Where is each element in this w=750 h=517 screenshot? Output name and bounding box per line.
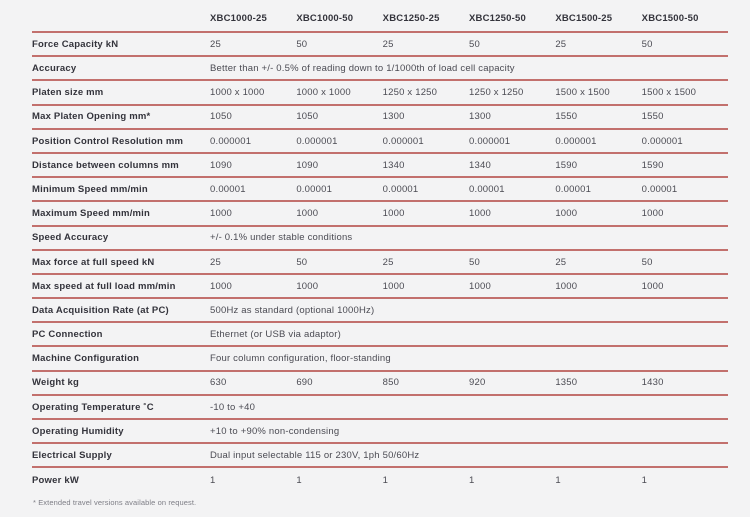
- footnote: * Extended travel versions available on request.: [33, 498, 197, 507]
- row-value: 25: [210, 38, 221, 50]
- row-value: 1550: [555, 111, 578, 123]
- row-value: 1000: [382, 280, 405, 292]
- row-value: 1000: [469, 280, 491, 292]
- row-span-value: 500Hz as standard (optional 1000Hz): [210, 304, 375, 316]
- row-value: 1340: [382, 159, 405, 171]
- row-label: Position Control Resolution mm: [32, 135, 184, 147]
- row-value: 1000: [210, 280, 232, 292]
- row-span-value: Dual input selectable 115 or 230V, 1ph 50/60Hz: [210, 450, 420, 462]
- row-label: Max Platen Opening mm*: [32, 111, 151, 123]
- row-label: Minimum Speed mm/min: [32, 183, 148, 195]
- row-value: 0.000001: [382, 135, 424, 147]
- spec-row: [32, 299, 728, 323]
- row-value: 1430: [641, 377, 664, 389]
- row-value: 0.000001: [296, 135, 338, 147]
- row-value: 0.000001: [469, 135, 511, 147]
- row-value: 25: [555, 38, 567, 50]
- spec-row: [32, 468, 728, 492]
- column-header: XBC1500-50: [641, 12, 699, 24]
- row-label: Force Capacity kN: [32, 38, 119, 50]
- row-value: 1500 x 1500: [555, 87, 610, 99]
- row-label: Weight kg: [32, 377, 80, 389]
- row-value: 0.00001: [555, 183, 592, 195]
- row-span-value: Four column configuration, floor-standing: [210, 353, 391, 365]
- row-value: 1300: [469, 111, 491, 123]
- row-value: 1350: [555, 377, 578, 389]
- row-value: 25: [382, 256, 394, 268]
- row-value: 1000: [641, 280, 664, 292]
- spec-row: [32, 57, 728, 81]
- row-value: 1: [555, 475, 561, 487]
- row-label: Platen size mm: [32, 87, 104, 99]
- spec-row: [32, 372, 728, 396]
- row-value: 1000: [296, 280, 319, 292]
- row-value: 1: [382, 475, 389, 487]
- spec-row: [32, 81, 728, 105]
- row-label: Data Acquisition Rate (at PC): [32, 304, 169, 316]
- row-value: 1000: [555, 208, 578, 220]
- row-value: 0.000001: [210, 135, 252, 147]
- row-value: 1000 x 1000: [296, 87, 351, 99]
- row-span-value: Better than +/- 0.5% of reading down to 1/1000th of load cell capacity: [210, 63, 515, 75]
- row-value: 1000: [469, 208, 491, 220]
- row-label: Accuracy: [32, 63, 77, 75]
- spec-row: [32, 323, 728, 347]
- row-label: Speed Accuracy: [32, 232, 109, 244]
- row-label: PC Connection: [32, 329, 103, 341]
- row-span-value: +/- 0.1% under stable conditions: [210, 232, 353, 244]
- row-label: Operating Temperature ˚C: [32, 401, 154, 413]
- row-value: 1050: [210, 111, 232, 123]
- spec-row: [32, 251, 728, 275]
- spec-row: [32, 33, 728, 57]
- row-value: 1590: [555, 159, 578, 171]
- row-value: 1300: [382, 111, 405, 123]
- row-value: 50: [641, 38, 653, 50]
- row-value: 25: [555, 256, 567, 268]
- row-value: 1: [469, 475, 475, 487]
- row-value: 1000 x 1000: [210, 87, 265, 99]
- row-value: 1000: [641, 208, 664, 220]
- spec-table: [32, 5, 728, 493]
- row-value: 1000: [555, 280, 578, 292]
- row-value: 1: [296, 475, 302, 487]
- row-value: 50: [641, 256, 653, 268]
- column-header: XBC1000-25: [210, 12, 267, 24]
- column-header: XBC1250-50: [469, 12, 526, 24]
- row-value: 50: [296, 256, 308, 268]
- row-value: 1550: [641, 111, 664, 123]
- spec-row: [32, 106, 728, 130]
- row-value: 1: [210, 475, 216, 487]
- row-value: 50: [469, 38, 480, 50]
- row-label: Power kW: [32, 475, 79, 487]
- row-value: 920: [469, 377, 486, 389]
- row-value: 1590: [641, 159, 664, 171]
- spec-row: [32, 130, 728, 154]
- spec-row: [32, 275, 728, 299]
- spec-row: [32, 202, 728, 226]
- row-span-value: Ethernet (or USB via adaptor): [210, 329, 341, 341]
- column-header: XBC1250-25: [382, 12, 440, 24]
- row-value: 50: [469, 256, 480, 268]
- header-spacer: [32, 18, 210, 19]
- row-value: 0.00001: [382, 183, 419, 195]
- row-value: 1000: [382, 208, 405, 220]
- row-label: Maximum Speed mm/min: [32, 208, 151, 220]
- row-value: 0.00001: [210, 183, 246, 195]
- row-value: 850: [382, 377, 400, 389]
- row-value: 50: [296, 38, 308, 50]
- row-value: 1050: [296, 111, 319, 123]
- spec-row: [32, 178, 728, 202]
- row-value: 1340: [469, 159, 491, 171]
- row-label: Operating Humidity: [32, 425, 124, 437]
- row-value: 25: [210, 256, 221, 268]
- row-value: 0.00001: [469, 183, 505, 195]
- row-value: 1250 x 1250: [382, 87, 438, 99]
- row-value: 630: [210, 377, 227, 389]
- column-header: XBC1000-50: [296, 12, 354, 24]
- row-value: 25: [382, 38, 394, 50]
- row-label: Max force at full speed kN: [32, 256, 155, 268]
- row-value: 0.00001: [296, 183, 333, 195]
- row-span-value: -10 to +40: [210, 401, 256, 413]
- table-header-row: [32, 5, 728, 33]
- row-label: Max speed at full load mm/min: [32, 280, 176, 292]
- row-value: 1000: [210, 208, 232, 220]
- row-value: 1250 x 1250: [469, 87, 524, 99]
- spec-row: [32, 396, 728, 420]
- row-value: 1: [641, 475, 648, 487]
- row-span-value: +10 to +90% non-condensing: [210, 425, 340, 437]
- row-value: 0.00001: [641, 183, 678, 195]
- row-value: 1000: [296, 208, 319, 220]
- row-label: Electrical Supply: [32, 450, 112, 462]
- row-label: Distance between columns mm: [32, 159, 179, 171]
- row-value: 690: [296, 377, 313, 389]
- row-label: Machine Configuration: [32, 353, 140, 365]
- row-value: 1090: [210, 159, 232, 171]
- spec-row: [32, 227, 728, 251]
- row-value: 1500 x 1500: [641, 87, 697, 99]
- spec-row: [32, 420, 728, 444]
- row-value: 0.000001: [641, 135, 683, 147]
- row-value: 0.000001: [555, 135, 597, 147]
- column-header: XBC1500-25: [555, 12, 613, 24]
- spec-row: [32, 444, 728, 468]
- spec-row: [32, 154, 728, 178]
- row-value: 1090: [296, 159, 319, 171]
- spec-row: [32, 347, 728, 371]
